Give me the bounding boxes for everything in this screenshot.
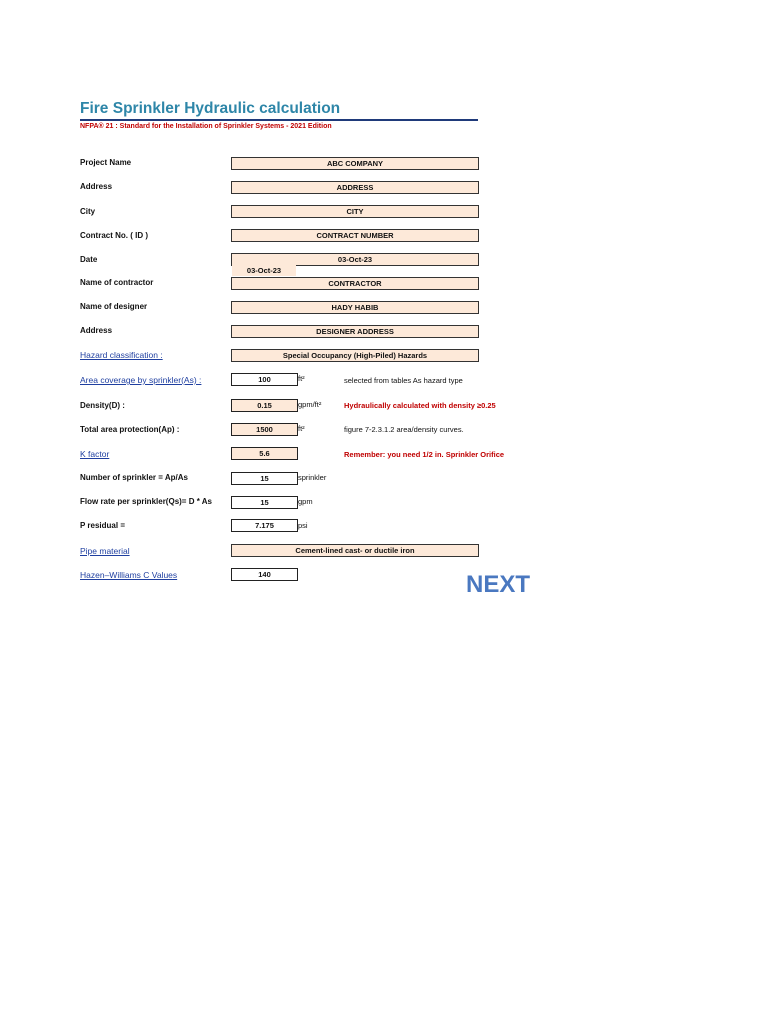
page-title: Fire Sprinkler Hydraulic calculation (80, 100, 341, 117)
project-name-field[interactable]: ABC COMPANY (231, 157, 479, 170)
k-factor-field[interactable]: 5.6 (231, 447, 298, 460)
date-dropdown-value[interactable]: 03-Oct-23 (232, 265, 296, 276)
p-residual-field[interactable]: 7.175 (231, 519, 298, 532)
area-coverage-field[interactable]: 100 (231, 373, 298, 386)
pipe-material-field[interactable]: Cement-lined cast- or ductile iron (231, 544, 479, 557)
flow-rate-label: Flow rate per sprinkler(Qs)= D * As (80, 497, 212, 506)
density-unit: gpm/ft² (298, 400, 322, 409)
num-sprinkler-label: Number of sprinkler = Ap/As (80, 473, 188, 482)
p-residual-label: P residual = (80, 521, 125, 530)
title-underline (80, 119, 478, 121)
total-area-field[interactable]: 1500 (231, 423, 298, 436)
page-subtitle: NFPA® 21 : Standard for the Installation of Sprinkler Systems - 2021 Edition (80, 123, 332, 130)
designer-address-label: Address (80, 326, 113, 335)
hazen-williams-field[interactable]: 140 (231, 568, 298, 581)
contract-label: Contract No. ( ID ) (80, 231, 148, 240)
num-sprinkler-field[interactable]: 15 (231, 472, 298, 485)
density-field[interactable]: 0.15 (231, 399, 298, 412)
address-label: Address (80, 182, 113, 191)
project-name-label: Project Name (80, 158, 132, 167)
k-factor-note: Remember: you need 1/2 in. Sprinkler Orifice (344, 450, 505, 459)
contract-field[interactable]: CONTRACT NUMBER (231, 229, 479, 242)
address-field[interactable]: ADDRESS (231, 181, 479, 194)
next-button[interactable]: NEXT (466, 571, 531, 598)
area-note: selected from tables As hazard type (344, 376, 463, 385)
designer-label: Name of designer (80, 302, 148, 311)
city-field[interactable]: CITY (231, 205, 479, 218)
area-coverage-link[interactable]: Area coverage by sprinkler(As) : (80, 375, 202, 385)
pipe-material-link[interactable]: Pipe material (80, 546, 130, 556)
hazard-classification-link[interactable]: Hazard classification : (80, 350, 163, 360)
num-sprinkler-unit: sprinkler (298, 473, 327, 482)
designer-address-field[interactable]: DESIGNER ADDRESS (231, 325, 479, 338)
density-label: Density(D) : (80, 401, 125, 410)
flow-rate-field[interactable]: 15 (231, 496, 298, 509)
total-area-unit: ft² (298, 424, 305, 433)
area-unit: ft² (298, 374, 305, 383)
city-label: City (80, 207, 96, 216)
date-label: Date (80, 255, 98, 264)
flow-rate-unit: gpm (298, 497, 313, 506)
designer-field[interactable]: HADY HABIB (231, 301, 479, 314)
density-note: Hydraulically calculated with density ≥0.25 (344, 401, 496, 410)
total-area-label: Total area protection(Ap) : (80, 425, 180, 434)
total-area-note: figure 7-2.3.1.2 area/density curves. (344, 425, 464, 434)
p-residual-unit: psi (298, 521, 308, 530)
date-field[interactable]: 03-Oct-23 (231, 253, 479, 266)
k-factor-link[interactable]: K factor (80, 449, 110, 459)
hazen-williams-link[interactable]: Hazen–Williams C Values (80, 570, 178, 580)
hazard-field[interactable]: Special Occupancy (High-Piled) Hazards (231, 349, 479, 362)
contractor-label: Name of contractor (80, 278, 154, 287)
contractor-field[interactable]: CONTRACTOR (231, 277, 479, 290)
